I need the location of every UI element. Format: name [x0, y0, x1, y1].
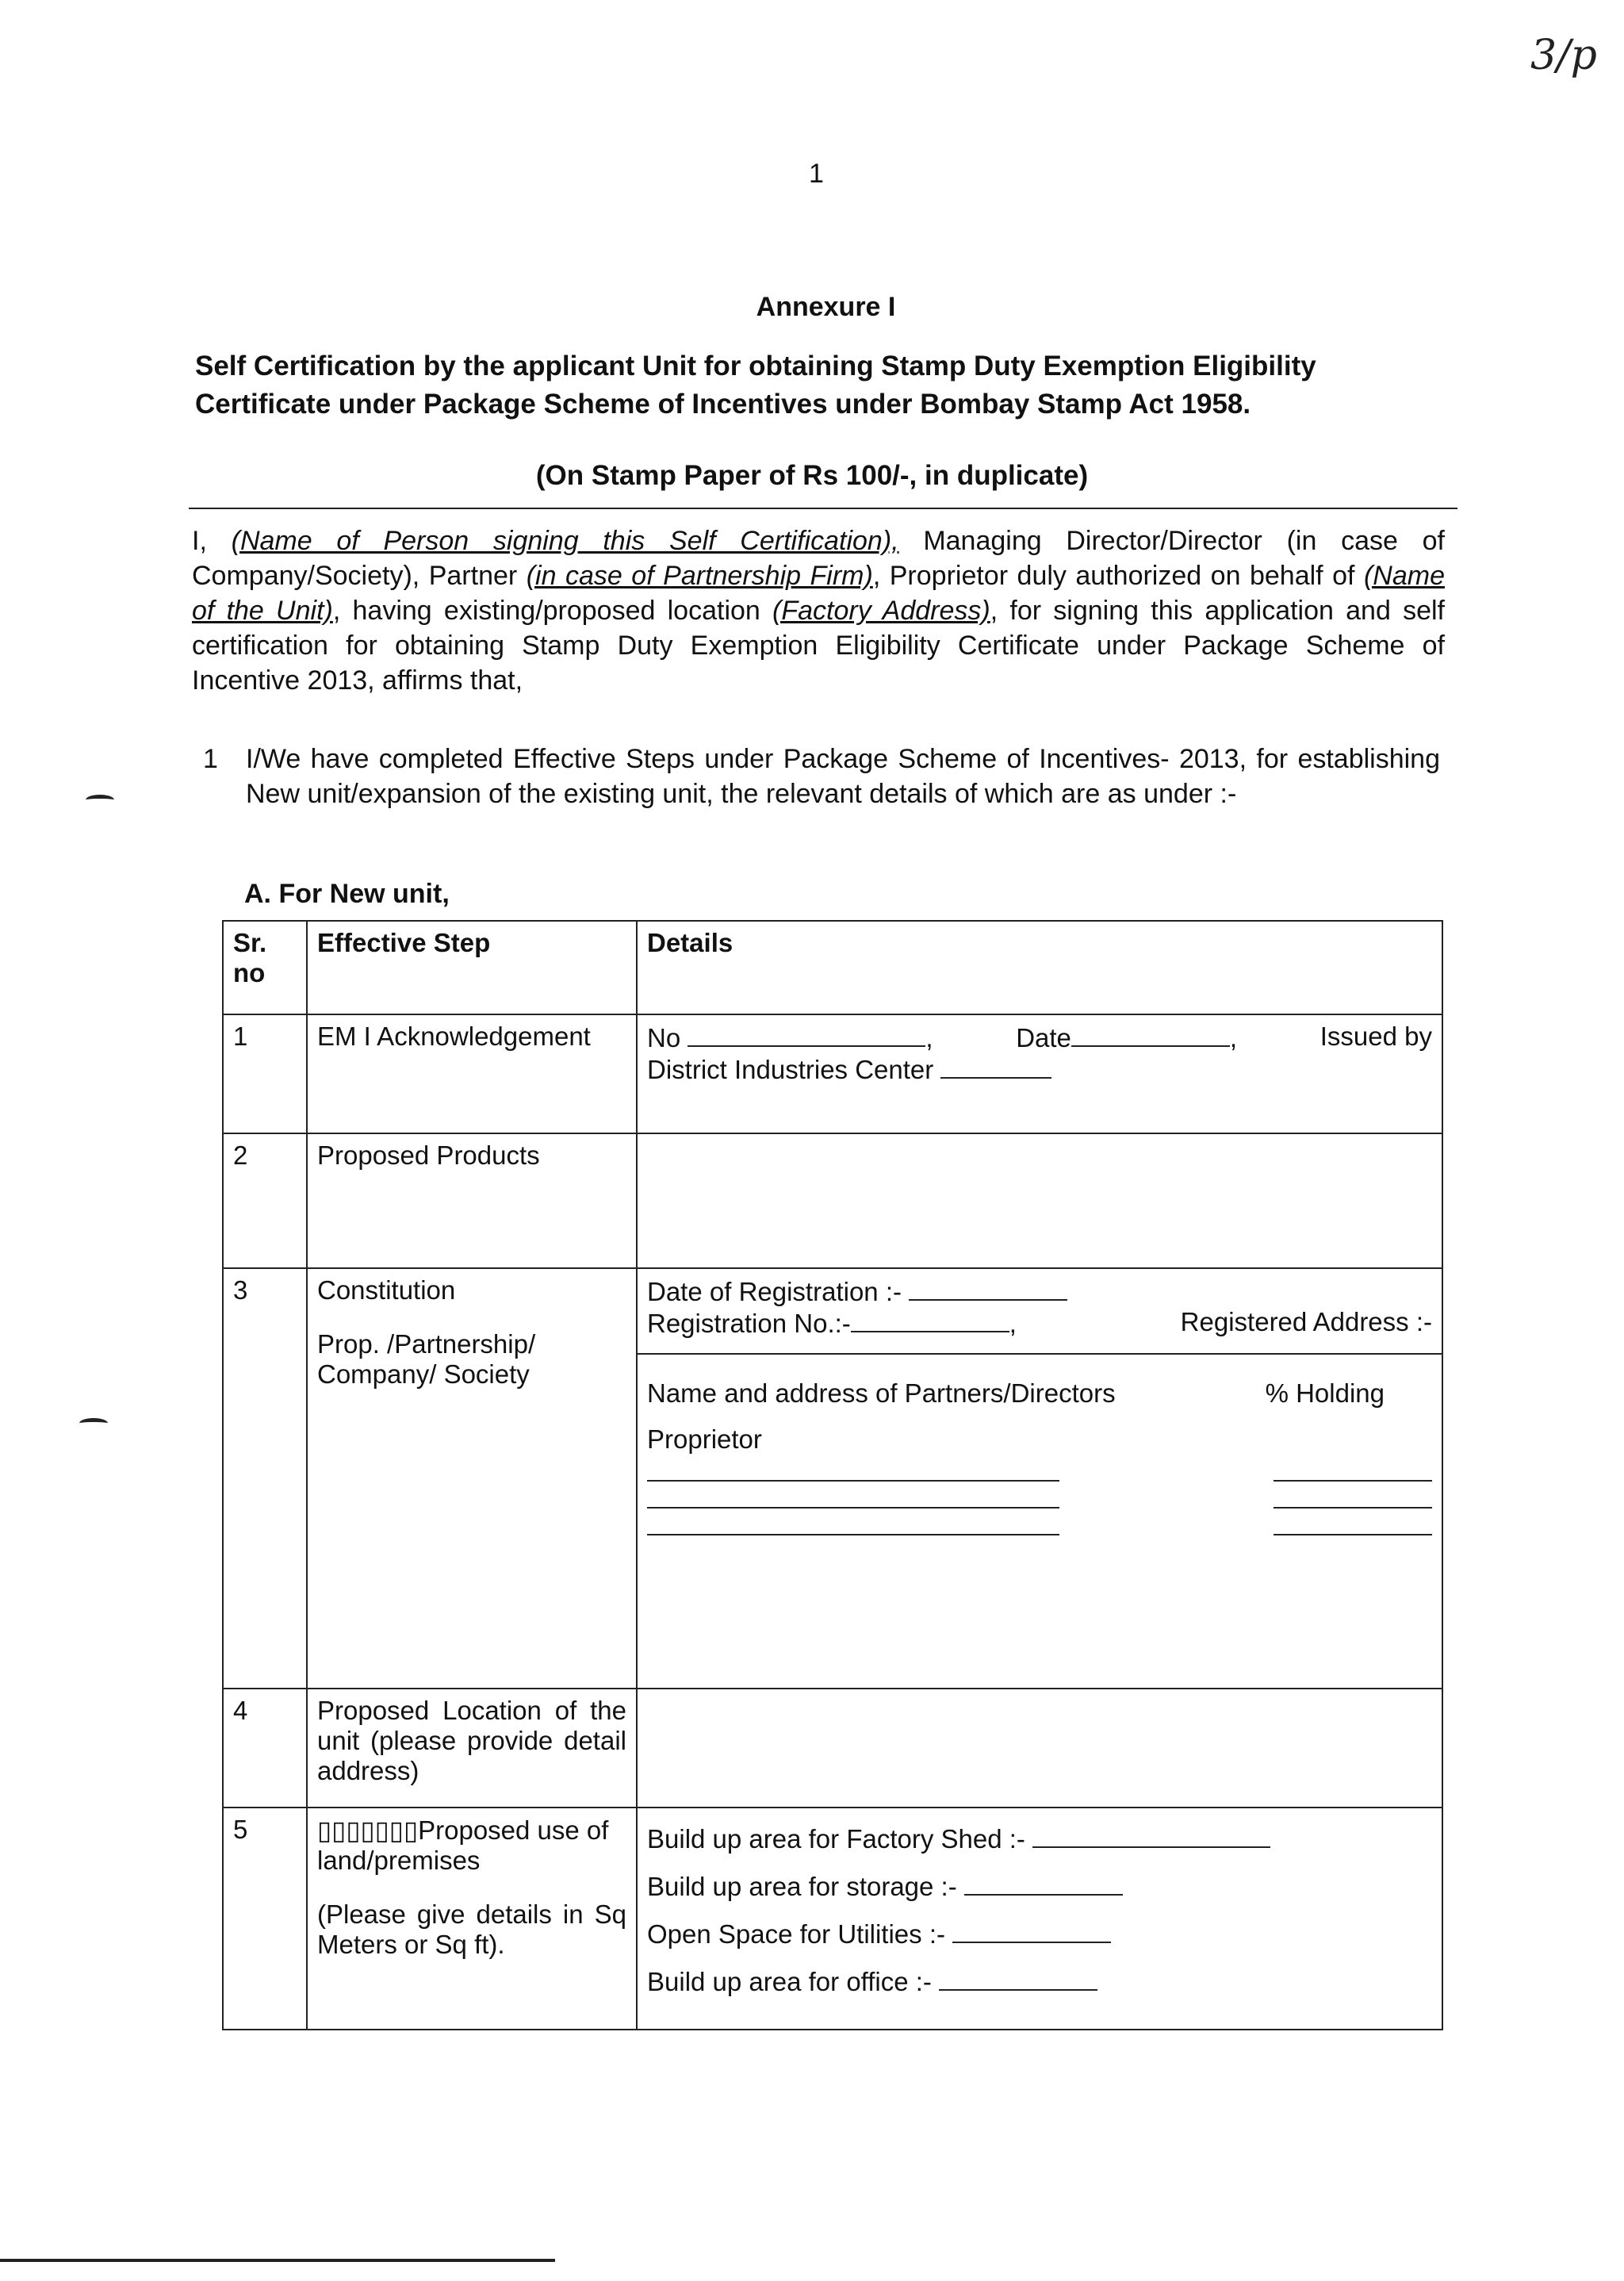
proposed-location-field[interactable] [637, 1689, 1442, 1808]
intro-paragraph: I, (Name of Person signing this Self Certification), Managing Director/Director (in case of Company/Society), Partner (in case of Partnership Firm), Proprietor duly authorized on behalf of (Name of the Unit), having existing/proposed location (Factory Address), for signing this application and self certification for obtaining Stamp Duty Exemption Eligibility Certificate under Package Scheme of Incentive 2013, affirms that, [192, 526, 1445, 696]
step-cell: Proposed Products [307, 1133, 637, 1268]
clause-1 [203, 742, 1440, 811]
stamp-paper-note: (On Stamp Paper of Rs 100/-, in duplicate) [535, 460, 1089, 491]
clause-text: I/We have completed Effective Steps under Package Scheme of Incentives- 2013, for establishing New unit/expansion of the existing unit, the relevant details of which are as under :- [246, 744, 1440, 809]
table-header-row [223, 921, 1442, 1014]
annexure-heading: Annexure I [756, 292, 896, 322]
header-sr-no: Sr. no [223, 921, 307, 1014]
punch-hole-mark [86, 795, 114, 805]
table-row [223, 1689, 1442, 1808]
effective-steps-table [222, 920, 1443, 2030]
placeholder-unit-name: (Name of the Unit) [192, 561, 1445, 626]
document-title: Self Certification by the applicant Unit for obtaining Stamp Duty Exemption Eligibility Certificate under Package Scheme of Incentives under Bombay Stamp Act 1958. [195, 351, 1316, 420]
sr-cell: 5 [223, 1808, 307, 2030]
placeholder-factory-address: (Factory Address) [772, 596, 990, 626]
partner-entry-line[interactable] [647, 1478, 1432, 1482]
step-cell: Constitution Prop. /Partnership/ Company/ Society [307, 1268, 637, 1689]
sr-cell: 3 [223, 1268, 307, 1689]
sr-cell: 2 [223, 1133, 307, 1268]
section-heading: A. For New unit, [244, 879, 450, 909]
em-ack-number-field[interactable] [688, 1022, 925, 1047]
table-row [223, 1133, 1442, 1268]
punch-hole-mark [79, 1418, 108, 1428]
step-cell: ▯▯▯▯▯▯▯Proposed use of land/premises (Please give details in Sq Meters or Sq ft). [307, 1808, 637, 2030]
factory-shed-area-field[interactable] [1032, 1823, 1270, 1848]
table-row [223, 1268, 1442, 1689]
storage-area-field[interactable] [964, 1870, 1123, 1896]
table-row [223, 1014, 1442, 1133]
utilities-space-field[interactable] [952, 1918, 1111, 1943]
details-cell: No , Date , Issued by District Industries Center [637, 1014, 1442, 1133]
page-number: 1 [809, 159, 824, 189]
details-cell: Build up area for Factory Shed :- Build up area for storage :- Open Space for Utilities :- Build up area for office :- [637, 1808, 1442, 2030]
clause-number: 1 [203, 744, 218, 774]
divider [189, 508, 1457, 509]
registration-date-field[interactable] [909, 1275, 1067, 1301]
em-ack-date-field[interactable] [1071, 1022, 1230, 1047]
page-bottom-edge [0, 2259, 555, 2262]
header-effective-step: Effective Step [307, 921, 637, 1014]
partner-entry-line[interactable] [647, 1505, 1432, 1509]
registration-number-field[interactable] [851, 1307, 1009, 1332]
proposed-products-field[interactable] [637, 1133, 1442, 1268]
placeholder-person-name: (Name of Person signing this Self Certification), [231, 526, 899, 556]
header-details: Details [637, 921, 1442, 1014]
table-row [223, 1808, 1442, 2030]
sr-cell: 1 [223, 1014, 307, 1133]
details-cell: Date of Registration :- Registration No.:- , Registered Address :- Name and address of Partners/Directors % Holding Proprietor [637, 1268, 1442, 1689]
placeholder-partnership: (in case of Partnership Firm) [526, 561, 873, 591]
step-cell: EM I Acknowledgement [307, 1014, 637, 1133]
partner-entry-line[interactable] [647, 1532, 1432, 1535]
office-area-field[interactable] [939, 1965, 1097, 1991]
sr-cell: 4 [223, 1689, 307, 1808]
dic-field[interactable] [940, 1053, 1051, 1079]
step-cell: Proposed Location of the unit (please provide detail address) [307, 1689, 637, 1808]
handwritten-page-mark: 3/p [1530, 32, 1597, 79]
